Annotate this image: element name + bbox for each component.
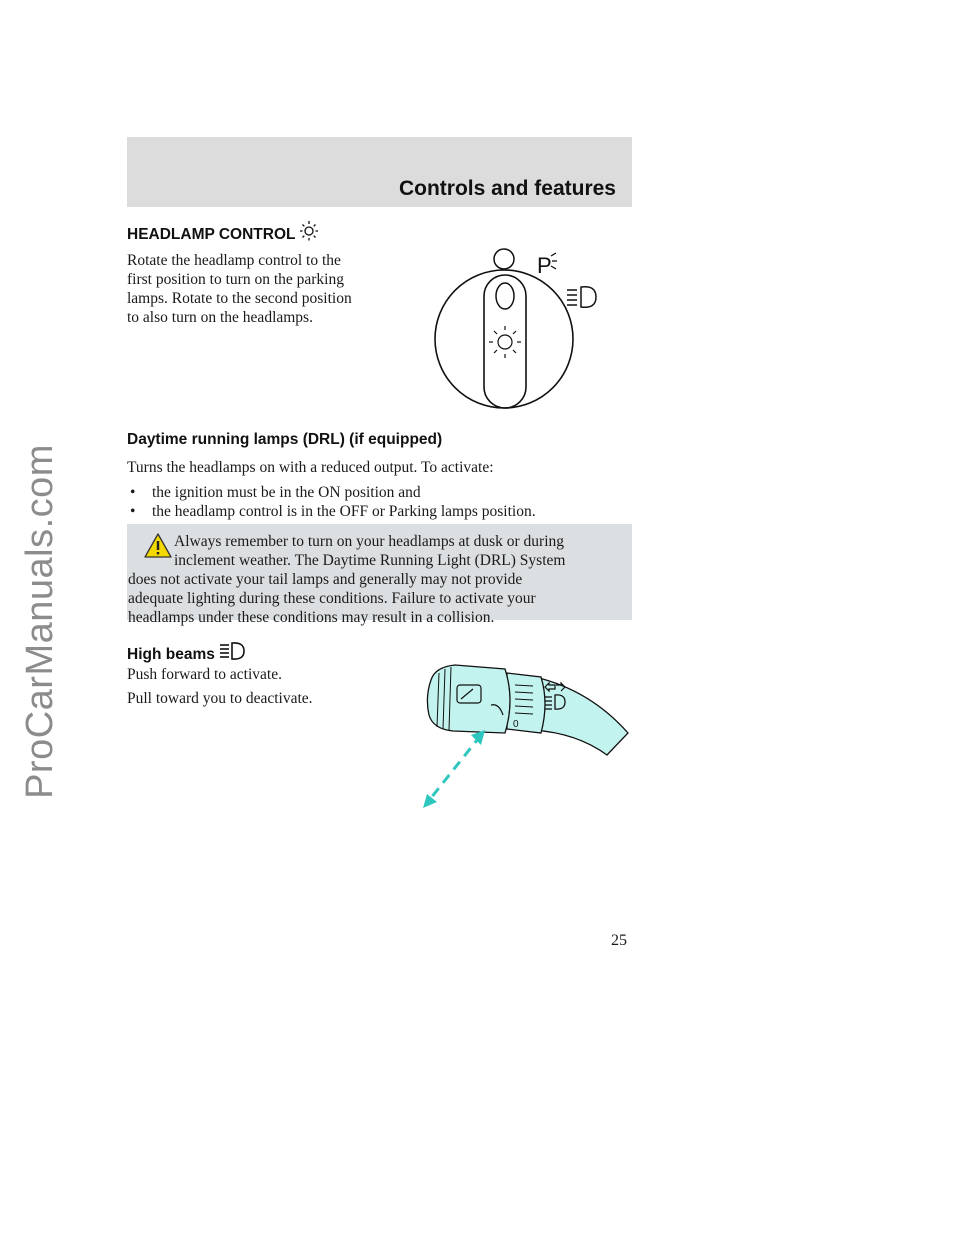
dial-headlamp-symbol (567, 287, 596, 308)
bullet-dot: • (130, 484, 136, 501)
headlamp-sun-icon (298, 219, 320, 241)
headlamp-dial-figure (425, 240, 625, 420)
drl-bullet-2 (130, 502, 536, 521)
drl-bullet-1-text: the ignition must be in the ON position and (152, 484, 421, 501)
dial-parking-rays (551, 253, 557, 269)
high-beams-heading-text: High beams (127, 646, 215, 663)
stalk-label: 0 (513, 719, 519, 730)
drl-bullet-1 (130, 483, 421, 502)
drl-bullet-2-text: the headlamp control is in the OFF or Parking lamps position. (152, 503, 536, 520)
section-title: Controls and features (398, 177, 616, 200)
headlamp-control-line-1: Rotate the headlamp control to the (127, 252, 341, 269)
dial-off-indicator (494, 249, 514, 269)
headlamp-control-line-3: lamps. Rotate to the second position (127, 290, 352, 307)
page-number: 25 (611, 932, 627, 949)
dial-knob-indicator (496, 283, 514, 309)
high-beams-line-2: Pull toward you to deactivate. (127, 690, 313, 707)
dial-parking-label: P (537, 253, 552, 278)
watermark-text: ProCarManuals.com (18, 443, 61, 799)
side-watermark (0, 0, 80, 1242)
bullet-dot: • (130, 503, 136, 520)
dial-headlamp-sun (489, 326, 521, 358)
warning-line-2: inclement weather. The Daytime Running Light (DRL) System (174, 552, 566, 569)
stalk-knob (427, 665, 510, 733)
headlamp-control-line-4: to also turn on the headlamps. (127, 309, 313, 326)
warning-line-3: does not activate your tail lamps and generally may not provide (128, 571, 523, 588)
warning-text (128, 532, 623, 627)
headlamp-control-heading-text: HEADLAMP CONTROL (127, 226, 296, 243)
headlamp-control-line-2: first position to turn on the parking (127, 271, 344, 288)
warning-line-1: Always remember to turn on your headlamps at dusk or during (174, 533, 564, 550)
drl-heading-text: Daytime running lamps (DRL) (if equipped) (127, 431, 443, 448)
high-beams-heading (127, 640, 247, 664)
warning-box (127, 524, 632, 626)
section-header-band (127, 137, 632, 207)
pull-arrow-head (423, 794, 437, 808)
headlamp-control-heading (127, 219, 320, 244)
high-beams-line-1: Push forward to activate. (127, 666, 282, 683)
drl-heading (127, 431, 442, 449)
warning-line-5: headlamps under these conditions may result in a collision. (128, 609, 495, 626)
drl-intro: Turns the headlamps on with a reduced output. To activate: (127, 459, 494, 476)
warning-line-4: adequate lighting during these conditions. Failure to activate your (128, 590, 536, 607)
headlamp-dial (435, 270, 573, 408)
push-pull-arrow-shaft (427, 735, 481, 803)
high-beam-icon (217, 640, 247, 662)
multifunction-stalk-figure (415, 655, 635, 815)
